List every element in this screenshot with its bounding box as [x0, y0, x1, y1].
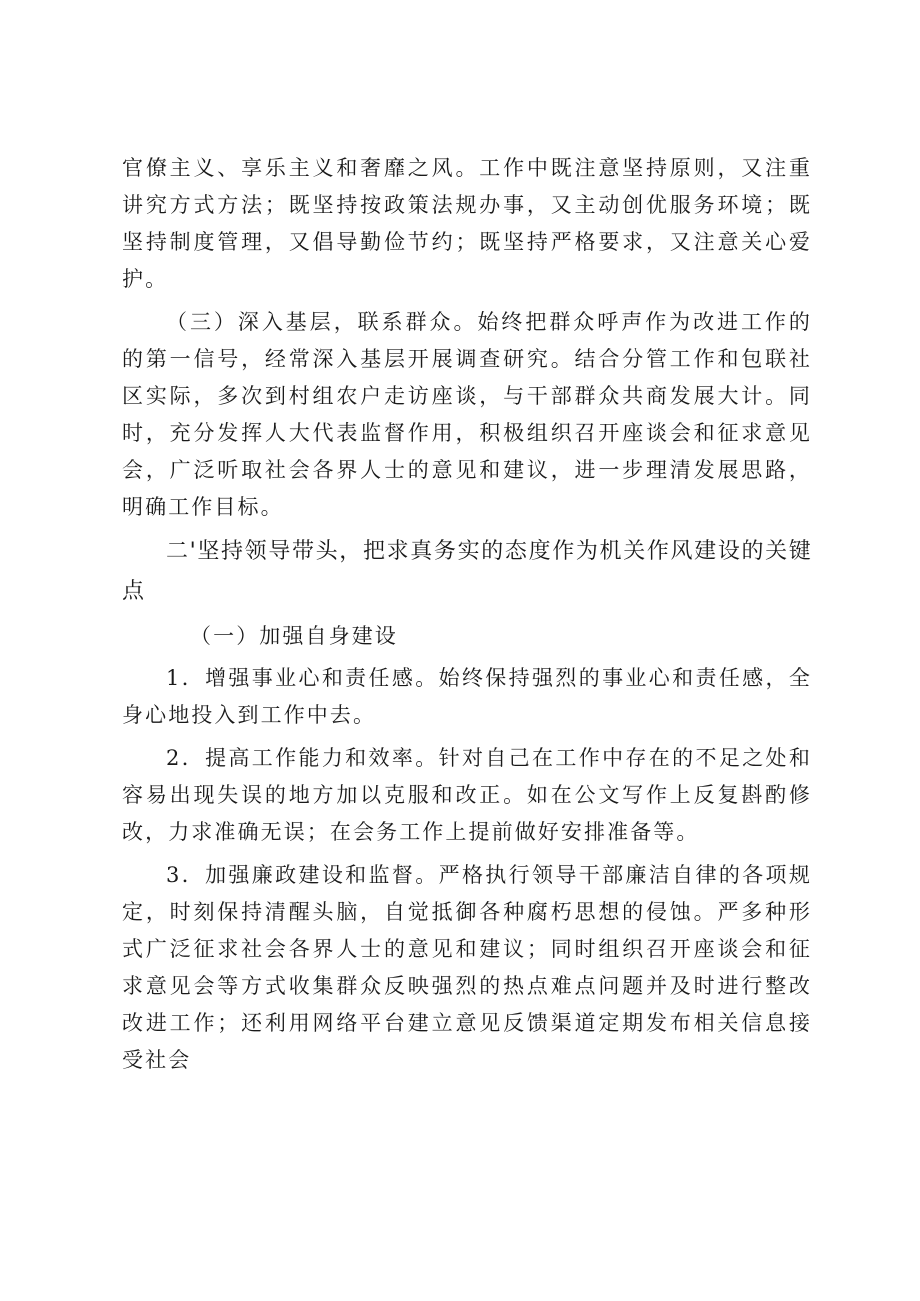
list-item-3: 3．加强廉政建设和监督。严格执行领导干部廉洁自律的各项规定，时刻保持清醒头脑，自觉抵御各种腐朽思想的侵蚀。严多种形式广泛征求社会各界人士的意见和建议；同时组织召开座谈会和征求意见会等方式收集群众反映强烈的热点难点问题并及时进行整改改进工作；还利用网络平台建立意见反馈渠道定期发布相关信息接受社会 — [122, 863, 812, 1072]
list-item-1: 1．增强事业心和责任感。始终保持强烈的事业心和责任感，全身心地投入到工作中去。 — [122, 666, 812, 727]
list-item-2: 2．提高工作能力和效率。针对自己在工作中存在的不足之处和容易出现失误的地方加以克服和改正。如在公文写作上反复斟酌修改，力求准确无误；在会务工作上提前做好安排准备等。 — [122, 746, 812, 844]
paragraph-section-three: （三）深入基层，联系群众。始终把群众呼声作为改进工作的的第一信号，经常深入基层开展调查研究。结合分管工作和包联社区实际，多次到村组农户走访座谈，与干部群众共商发展大计。同时，充分发挥人大代表监督作用，积极组织召开座谈会和征求意见会，广泛听取社会各界人士的意见和建议，进一步理清发展思路，明确工作目标。 — [122, 310, 812, 519]
paragraph-continuation: 官僚主义、享乐主义和奢靡之风。工作中既注意坚持原则，又注重讲究方式方法；既坚持按政策法规办事，又主动创优服务环境；既坚持制度管理，又倡导勤俭节约；既坚持严格要求，又注意关心爱护。 — [122, 156, 812, 291]
section-heading-two: 二'坚持领导带头，把求真务实的态度作为机关作风建设的关键点 — [122, 539, 812, 604]
subsection-heading-one: （一）加强自身建设 — [190, 624, 398, 648]
document-body — [122, 150, 812, 1079]
